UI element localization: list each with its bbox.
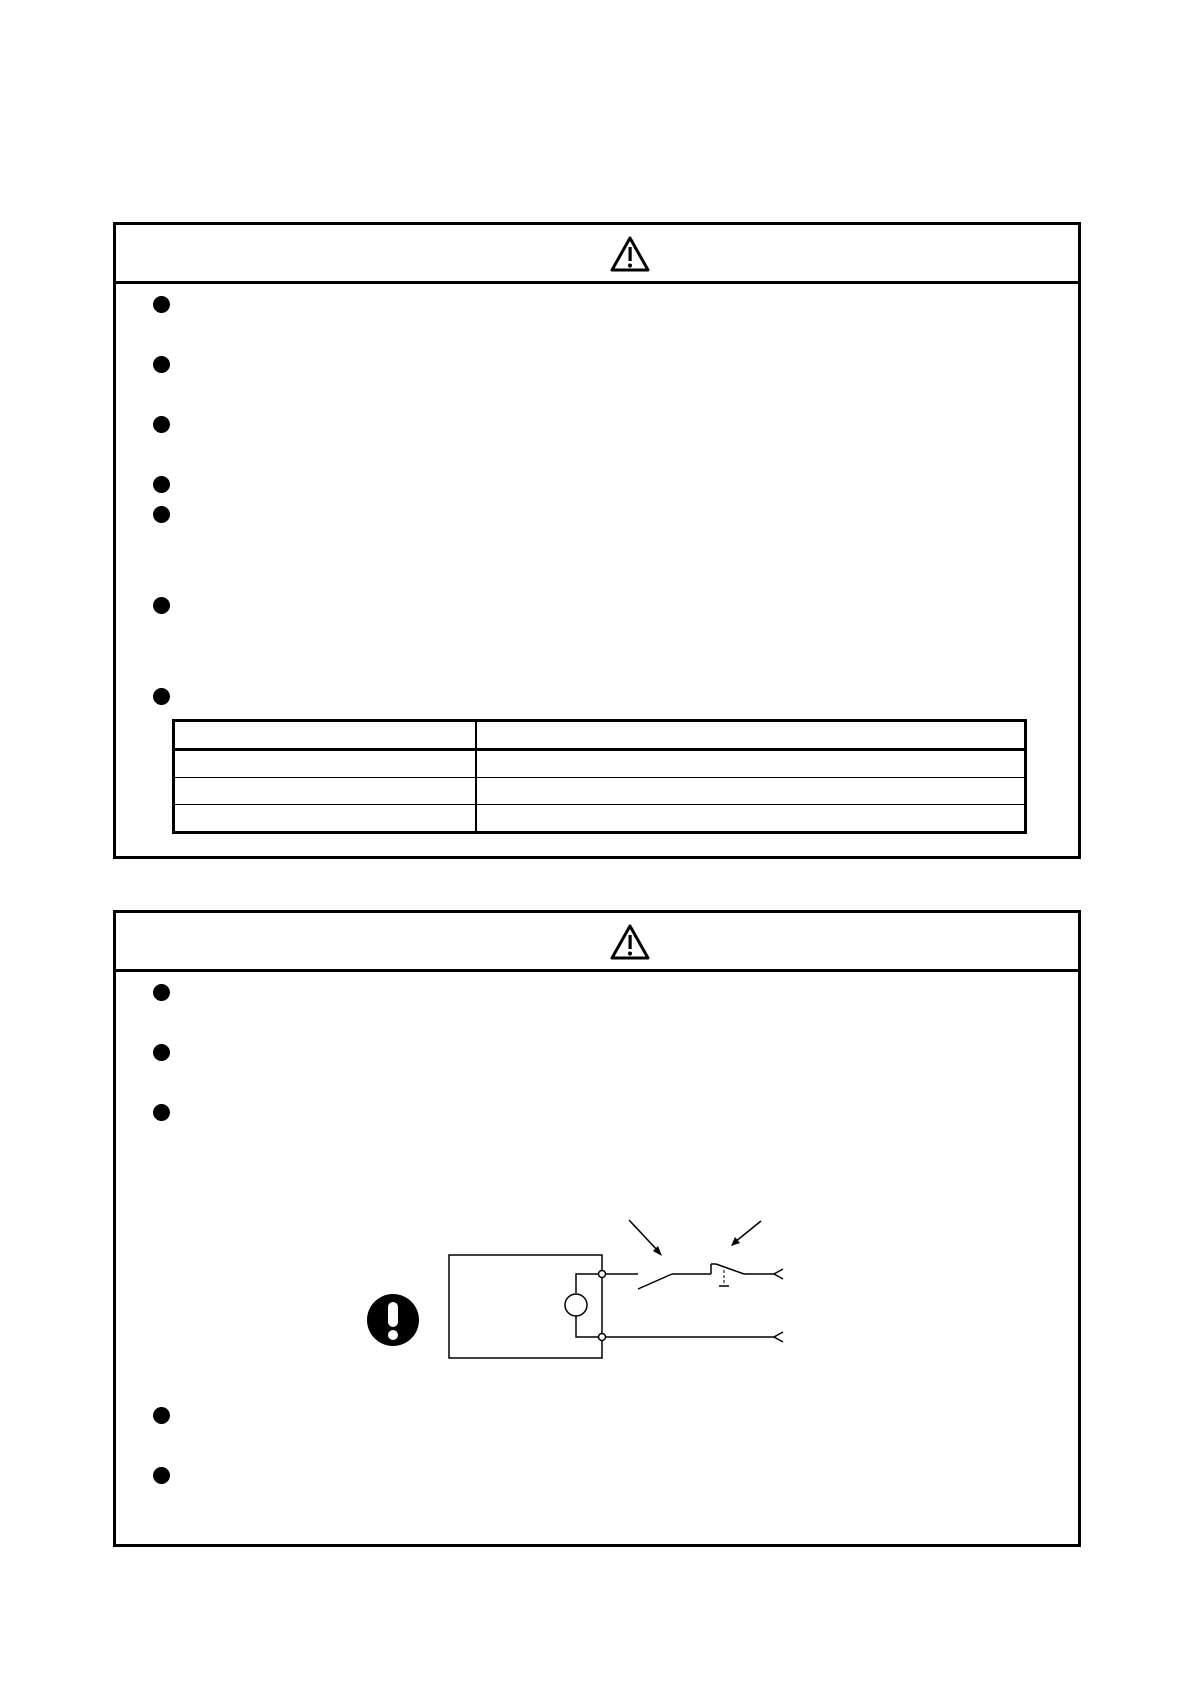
table-row xyxy=(174,778,1026,805)
bullet-dot-icon xyxy=(153,984,170,1001)
table-cell xyxy=(476,778,1026,805)
table-cell xyxy=(476,750,1026,778)
panel-header xyxy=(116,913,1078,972)
caution-panel-2 xyxy=(113,910,1081,1547)
table-cell xyxy=(174,750,477,778)
table-row xyxy=(174,805,1026,833)
bullet-dot-icon xyxy=(153,296,170,313)
spec-table xyxy=(172,719,1027,834)
bullet-dot-icon xyxy=(153,506,170,523)
coil-lead-top xyxy=(576,1274,602,1293)
arrow-relay xyxy=(629,1220,659,1252)
table-cell xyxy=(174,778,477,805)
coil-icon xyxy=(565,1294,587,1316)
bullet-dot-icon xyxy=(153,1467,170,1484)
table-header-row xyxy=(174,721,1026,750)
terminal-top xyxy=(599,1271,606,1278)
bullet-dot-icon xyxy=(153,476,170,493)
bullet-dot-icon xyxy=(153,1044,170,1061)
warning-triangle-icon xyxy=(609,923,651,961)
bullet-dot-icon xyxy=(153,416,170,433)
bullet-dot-icon xyxy=(153,597,170,614)
table-cell xyxy=(174,805,477,833)
arrow-emergency-stop xyxy=(735,1221,761,1242)
connector-top xyxy=(774,1269,783,1279)
bullet-dot-icon xyxy=(153,356,170,373)
terminal-bottom xyxy=(599,1334,606,1341)
table-row xyxy=(174,750,1026,778)
panel-header xyxy=(116,225,1078,284)
bullet-dot-icon xyxy=(153,1407,170,1424)
connector-bottom xyxy=(774,1332,783,1342)
device-box xyxy=(449,1255,602,1358)
brake-circuit-diagram xyxy=(356,1218,906,1388)
warning-triangle-icon xyxy=(609,235,651,273)
coil-lead-bottom xyxy=(576,1316,602,1337)
bullet-dot-icon xyxy=(153,688,170,705)
table-header-cell xyxy=(476,721,1026,750)
caution-panel-1 xyxy=(113,222,1081,859)
relay-contact xyxy=(638,1274,672,1289)
bullet-dot-icon xyxy=(153,1104,170,1121)
emergency-stop-contact xyxy=(716,1264,744,1274)
table-header-cell xyxy=(174,721,477,750)
table-cell xyxy=(476,805,1026,833)
